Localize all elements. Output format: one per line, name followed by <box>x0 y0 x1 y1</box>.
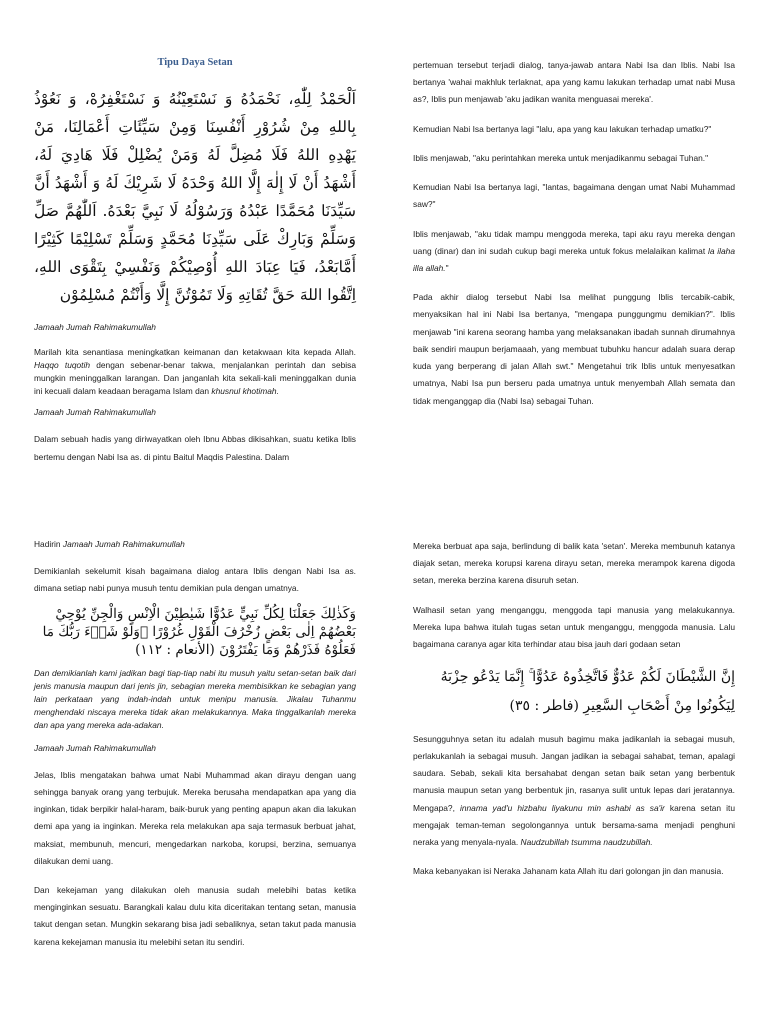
paragraph-neraka: Maka kebanyakan isi Neraka Jahanam kata Allah itu dari golongan jin dan manusia. <box>413 866 724 877</box>
arabic-al-anam-112: وَكَذٰلِكَ جَعَلْنَا لِكُلِّ نَبِيٍّ عَدُوًّا شَيٰطِيْنَ الْاِنْسِ وَالْجِنِّ يُوْحِيْ بَعْضُهُمْ اِلٰى بَعْضٍ زُخْرُفَ الْقَوْلِ غُرُوْرًا ۗوَلَوْ شَاۤءَ رَبُّكَ مَا فَعَلُوْهُ فَذَرْهُمْ وَمَا يَفْتَرُوْنَ (الأنعام : ١١٢) <box>42 605 356 658</box>
paragraph-isa-question-2: Kemudian Nabi Isa bertanya lagi, "lantas, bagaimana dengan umat Nabi Muhammad saw?" <box>413 182 735 210</box>
translation-al-anam: Dan demikianlah kami jadikan bagi tiap-tiap nabi itu musuh yaitu setan-setan baik dari jenis manusia maupun dari jenis jin, sebagian mereka membisikkan ke sebagian yang lain perkataan yang indah-indah untuk menipu manusia. Jikalau Tuhanmu menghendaki niscaya mereka tidak akan melakukannya. Maka tinggalkanlah mereka dan apa yang mereka ada-adakan. <box>34 667 356 730</box>
salutation-2: Jamaah Jumah Rahimakumullah <box>34 407 156 418</box>
paragraph-berbuat: Mereka berbuat apa saja, berlindung di balik kata 'setan'. Mereka membunuh katanya diajak setan, mereka korupsi karena dirayu setan, mereka merampok karena digoda setan, mereka berzina karena disuruh setan. <box>413 541 735 586</box>
paragraph-isa-question-1: Kemudian Nabi Isa bertanya lagi "lalu, apa yang kau lakukan terhadap umatku?" <box>413 123 712 134</box>
paragraph-iblis-answer-2: Iblis menjawab, "aku tidak mampu menggoda mereka, tapi aku rayu mereka dengan uang (dinar) dan ini sudah cukup bagi mereka untuk fokus melalaikan kalimat la ilaha illa allah." <box>413 228 735 273</box>
left-column-bottom <box>34 538 356 951</box>
left-column-top <box>34 55 356 466</box>
arabic-fathir-35: إِنَّ الشَّيْطَانَ لَكُمْ عَدُوٌّ فَاتَّخِذُوهُ عَدُوًّا ۚ إِنَّمَا يَدْعُو حِزْبَهُ لِيَكُونُوا مِنْ أَصْحَابِ السَّعِيرِ (فاطر : ٣٥) <box>440 669 735 714</box>
paragraph-pertemuan: pertemuan tersebut terjadi dialog, tanya-jawab antara Nabi Isa dan Iblis. Nabi Isa bertanya 'wahai makhluk terlaknat, apa yang kamu lakukan terhadap umat nabi Musa as?, Iblis pun menjawab 'aku jadikan wanita menguasai mereka'. <box>413 60 735 105</box>
paragraph-hadis: Dalam sebuah hadis yang diriwayatkan oleh Ibnu Abbas dikisahkan, suatu ketika Iblis bertemu dengan Nabi Isa as. di pintu Baitul Maqdis Palestina. Dalam <box>34 434 356 462</box>
paragraph-iblis-answer-1: Iblis menjawab, "aku perintahkan mereka untuk menjadikanmu sebagai Tuhan." <box>413 152 709 163</box>
salutation-1: Jamaah Jumah Rahimakumullah <box>34 322 156 333</box>
paragraph-sesungguhnya: Sesungguhnya setan itu adalah musuh bagimu maka jadikanlah ia sebagai musuh, perlakukanlah ia sebagai musuh. Jangan jadikan ia sebagai sahabat, teman, apalagi saudara. Sebab, sekali kita bersahabat dengan setan baik setan yang berbentuk manusia maupun setan yang berbentuk jin, rasanya sulit untuk lepas dari jeratannya. Mengapa?, innama yad'u hizbahu liyakunu min ashabi as sa'ir karena setan itu mengajak teman-teman segolongannya untuk bersama-sama menjadi penghuni neraka yang menyala-nyala. Naudzubillah tsumma naudzubillah. <box>413 733 735 847</box>
paragraph-kekejaman: Dan kekejaman yang dilakukan oleh manusia sudah melebihi batas ketika menginginkan sesuatu. Barangkali kalau dulu kita diceritakan tentang setan, manusia takut dengan setan. Mungkin sekarang bisa jadi sebaliknya, setan takut pada manusia karena kekejaman manusia itu melebihi setan itu sendiri. <box>34 885 356 947</box>
paragraph-walhasil: Walhasil setan yang menganggu, menggoda tapi manusia yang melakukannya. Mereka lupa bahwa itulah tugas setan untuk menganggu, menggoda manusia. Lalu bagaimana caranya agar kita terhindar atau bisa jauh dari godaan setan <box>413 604 735 650</box>
paragraph-demikian: Demikianlah sekelumit kisah bagaimana dialog antara Iblis dengan Nabi Isa as. dimana setiap nabi punya musuh tentu demikian pula dengan umatnya. <box>34 566 356 593</box>
arabic-opening-prayer: اَلْحَمْدُ لِلّٰهِ، نَحْمَدُهُ وَ نَسْتَعِيْنُهُ وَ نَسْتَغْفِرُهْ، وَ نَعُوْذُ بِاللهِ مِنْ شُرُوْرِ أَنْفُسِنَا وَمِنْ سَيِّئَاتِ أَعْمَالِنَا، مَنْ يَهْدِهِ اللهُ فَلَا مُضِلَّ لَهُ وَمَنْ يُضْلِلْ فَلَا هَادِيَ لَهُ، أَشْهَدُ أَنْ لَا إِلٰهَ إِلَّا اللهُ وَحْدَهُ لَا شَرِيْكَ لَهُ وَ أَشْهَدُ أَنَّ سَيِّدَنَا مُحَمَّدًا عَبْدُهُ وَرَسُوْلُهُ لَا نَبِيَّ بَعْدَهُ. اَللّٰهُمَّ صَلِّ وَسَلِّمْ وَبَارِكْ عَلَى سَيِّدِنَا مُحَمَّدٍ وَسَلِّمْ تَسْلِيْمًا كَثِيْرًا أَمَّابَعْدُ، فَيَا عِبَادَ اللهِ أُوْصِيْكُمْ وَنَفْسِيْ بِتَقْوَى اللهِ، اِتَّقُوا اللهَ حَقَّ تُقَاتِهِ وَلَا تَمُوْتُنَّ إِلَّا وَأَنْتُمْ مُسْلِمُوْن <box>34 90 356 305</box>
paragraph-jelas: Jelas, Iblis mengatakan bahwa umat Nabi Muhammad akan dirayu dengan uang sehingga banyak orang yang terbujuk. Mereka berusaha mendapatkan apa yang dia inginkan, tidak berpikir halal-haram, baik-buruk yang penting apapun akan dia lakukan demi apa yang ia inginkan. Mereka rela melakukan apa saja termasuk berbuat jahat, maksiat, membunuh, mencuri, mengedarkan narkoba, korupsi, berzina, semuanya dilakukan demi uang. <box>34 769 356 866</box>
salutation-3: Jamaah Jumah Rahimakumullah <box>34 742 156 753</box>
salutation-hadirin: Hadirin Jamaah Jumah Rahimakumullah <box>34 539 185 549</box>
paragraph-intro: Marilah kita senantiasa meningkatkan keimanan dan ketakwaan kita kepada Allah. Haqqo tuqotih dengan sebenar-benar takwa, menjalankan perintah dan sebisa mungkin meninggalkan larangan. Dan janganlah kita sekali-kali meninggalkan dunia ini kecuali dalam keadaan beragama Islam dan khusnul khotimah. <box>34 347 356 397</box>
document-title: Tipu Daya Setan <box>157 57 233 68</box>
paragraph-akhir-dialog: Pada akhir dialog tersebut Nabi Isa melihat punggung Iblis tercabik-cabik, menyaksikan hal ini Nabi Isa bertanya, "mengapa punggungmu demikian?". Iblis menjawab "ini karena seorang hamba yang melaksanakan ibadah sunnah dirumahnya baik sendiri maupun berjamaaah, yang membuat tubuhku hancur adalah suara derap kuda yang berperang di jalan Allah swt." Mengetahui trik Iblis untuk menyesatkan umatnya, Nabi Isa pun berseru pada umatnya untuk menyembah Allah semata dan tidak menganggap dia (Nabi Isa) sebagai Tuhan. <box>413 292 735 406</box>
right-column-bottom <box>413 538 735 880</box>
right-column-top <box>413 57 735 410</box>
